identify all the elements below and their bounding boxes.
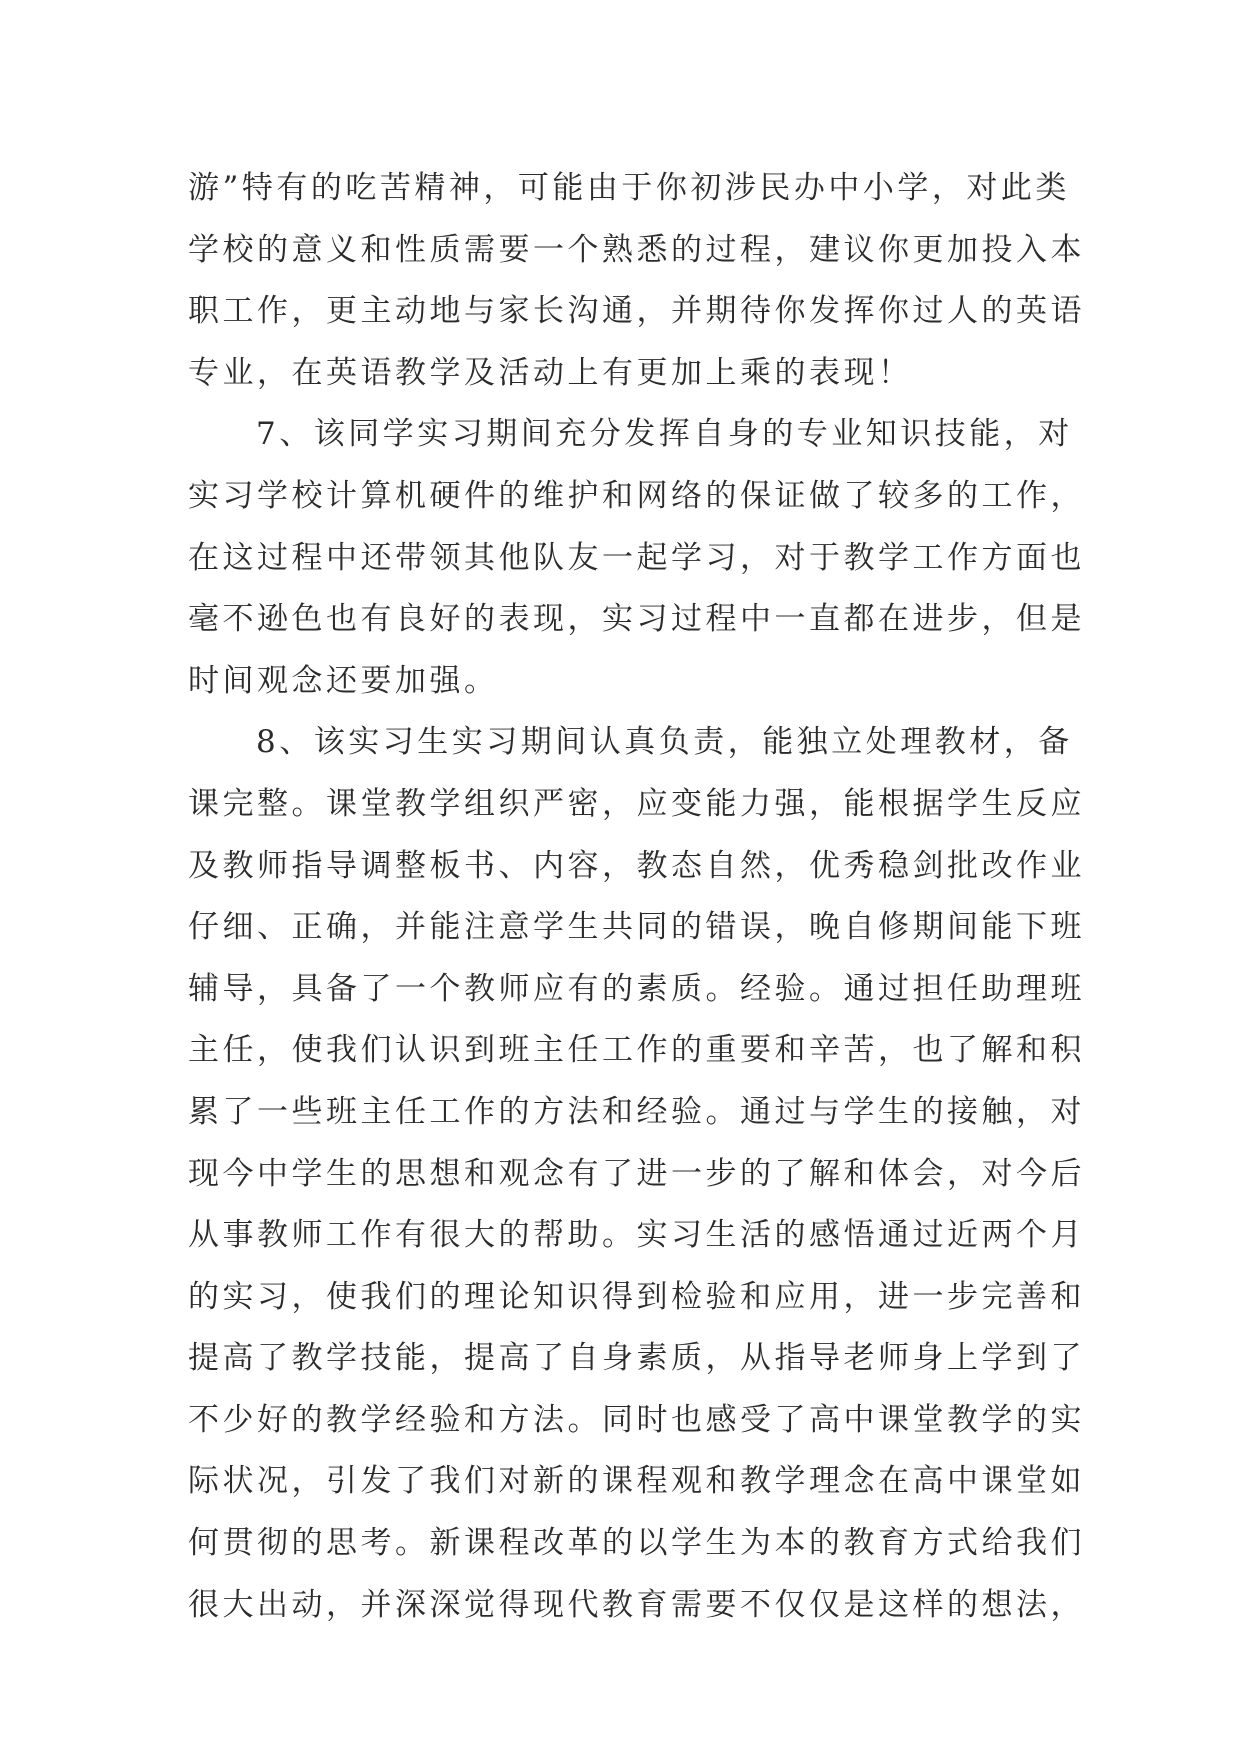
text-line: 职工作，更主动地与家长沟通，并期待你发挥你过人的英语 (188, 293, 1085, 330)
text-line: 很大出动，并深深觉得现代教育需要不仅仅是这样的想法， (188, 1586, 1085, 1623)
text-line: 实习学校计算机硬件的维护和网络的保证做了较多的工作， (188, 477, 1085, 514)
text-line: 学校的意义和性质需要一个熟悉的过程，建议你更加投入本 (188, 231, 1085, 268)
text-line: 仔细、正确，并能注意学生共同的错误，晚自修期间能下班 (188, 909, 1085, 946)
text-line: 课完整。课堂教学组织严密，应变能力强，能根据学生反应 (188, 785, 1085, 822)
text-line: 的实习，使我们的理论知识得到检验和应用，进一步完善和 (188, 1278, 1085, 1315)
text-line: 专业，在英语教学及活动上有更加上乘的表现！ (188, 354, 913, 391)
text-line: 毫不逊色也有良好的表现，实习过程中一直都在进步，但是 (188, 601, 1085, 638)
text-line: 何贯彻的思考。新课程改革的以学生为本的教育方式给我们 (188, 1525, 1085, 1562)
text-line: 游”特有的吃苦精神，可能由于你初涉民办中小学，对此类 (188, 170, 1070, 206)
text-line: 主任，使我们认识到班主任工作的重要和辛苦，也了解和积 (188, 1032, 1085, 1069)
text-line: 辅导，具备了一个教师应有的素质。经验。通过担任助理班 (188, 970, 1085, 1007)
text-line: 从事教师工作有很大的帮助。实习生活的感悟通过近两个月 (188, 1217, 1085, 1254)
text-line: 际状况，引发了我们对新的课程观和教学理念在高中课堂如 (188, 1463, 1085, 1500)
body-text (188, 158, 1085, 1636)
text-line: 现今中学生的思想和观念有了进一步的了解和体会，对今后 (188, 1155, 1085, 1192)
paragraph-7-first-line: 7、该同学实习期间充分发挥自身的专业知识技能，对 (256, 416, 1073, 453)
text-line: 提高了教学技能，提高了自身素质，从指导老师身上学到了 (188, 1340, 1085, 1377)
text-line: 及教师指导调整板书、内容，教态自然，优秀稳剑批改作业 (188, 847, 1085, 884)
text-line: 不少好的教学经验和方法。同时也感受了高中课堂教学的实 (188, 1401, 1085, 1438)
text-line: 时间观念还要加强。 (188, 662, 499, 699)
text-line: 在这过程中还带领其他队友一起学习，对于教学工作方面也 (188, 539, 1085, 576)
text-line: 累了一些班主任工作的方法和经验。通过与学生的接触，对 (188, 1093, 1085, 1130)
paragraph-8-first-line: 8、该实习生实习期间认真负责，能独立处理教材，备 (256, 724, 1073, 761)
